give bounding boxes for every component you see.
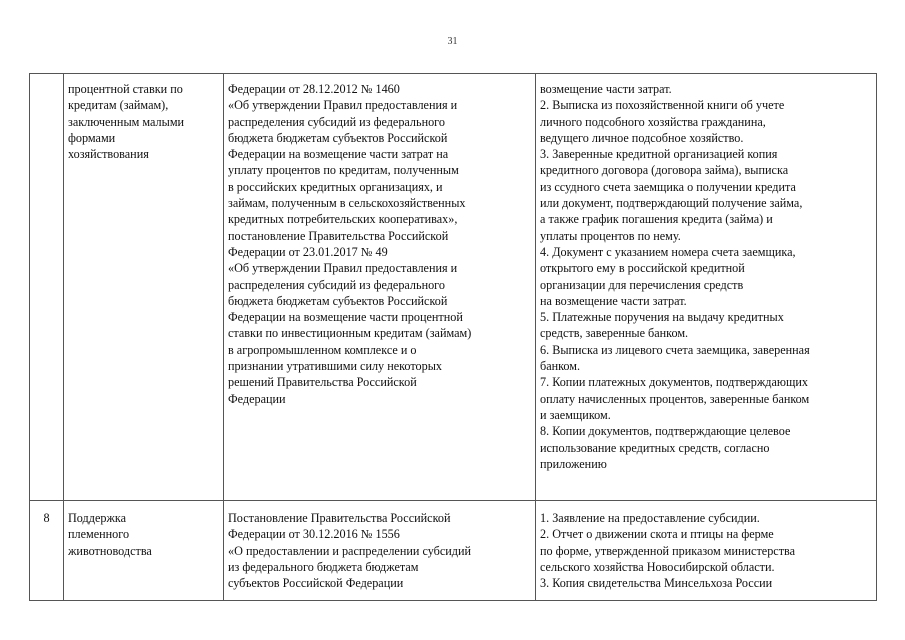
measure-name-cell: процентной ставки по кредитам (займам), заключенным малыми формами хозяйствования xyxy=(64,74,224,501)
table-row xyxy=(30,74,877,501)
row-number-cell xyxy=(30,74,64,501)
page-number: 31 xyxy=(447,36,458,47)
measure-name-cell: Поддержка племенного животноводства xyxy=(64,501,224,601)
table-row xyxy=(30,501,877,601)
legal-basis-cell: Федерации от 28.12.2012 № 1460 «Об утверждении Правил предоставления и распределения субсидий из федерального бюджета бюджетам субъектов Российской Федерации на возмещение части затрат на уплату процентов по кредитам, полученным в российских кредитных организациях, и займам, полученным в сельскохозяйственных кредитных потребительских кооперативах», постановление Правительства Российской Федерации от 23.01.2017 № 49 «Об утверждении Правил предоставления и распределения субсидий из федерального бюджета бюджетам субъектов Российской Федерации на возмещение части процентной ставки по инвестиционным кредитам (займам) в агропромышленном комплексе и о признании утратившими силу некоторых решений Правительства Российской Федерации xyxy=(224,74,536,501)
required-documents-cell: возмещение части затрат. 2. Выписка из похозяйственной книги об учете личного подсобного хозяйства гражданина, ведущего личное подсобное хозяйство. 3. Заверенные кредитной организацией копия кредитного договора (договора займа), выписка из ссудного счета заемщика о получении кредита или документ, подтверждающий получение займа, а также график погашения кредита (займа) и уплаты процентов по нему. 4. Документ с указанием номера счета заемщика, открытого ему в российской кредитной организации для перечисления средств на возмещение части затрат. 5. Платежные поручения на выдачу кредитных средств, заверенные банком. 6. Выписка из лицевого счета заемщика, заверенная банком. 7. Копии платежных документов, подтверждающих оплату начисленных процентов, заверенные банком и заемщиком. 8. Копии документов, подтверждающие целевое использование кредитных средств, согласно приложению xyxy=(536,74,877,501)
legal-basis-cell: Постановление Правительства Российской Федерации от 30.12.2016 № 1556 «О предоставлении и распределении субсидий из федерального бюджета бюджетам субъектов Российской Федерации xyxy=(224,501,536,601)
row-number-cell: 8 xyxy=(30,501,64,601)
required-documents-cell: 1. Заявление на предоставление субсидии. 2. Отчет о движении скота и птицы на ферме по форме, утвержденной приказом министерства сельского хозяйства Новосибирской области. 3. Копия свидетельства Минсельхоза России xyxy=(536,501,877,601)
document-table xyxy=(29,73,877,601)
